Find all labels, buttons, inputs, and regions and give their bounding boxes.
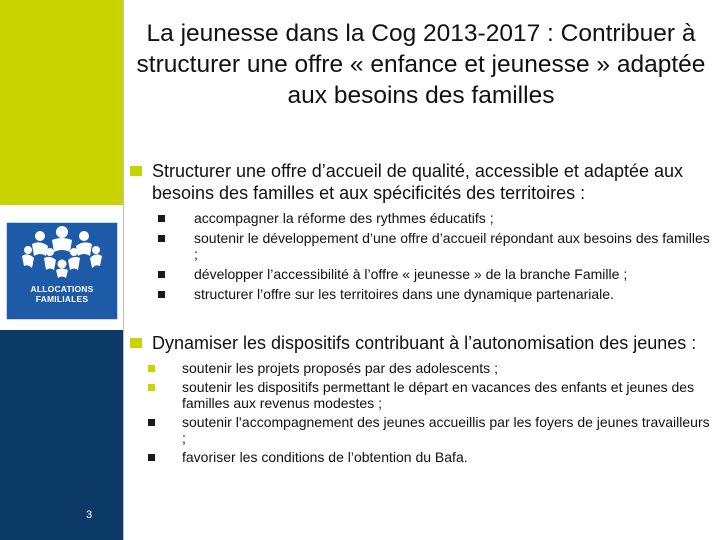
sidebar (0, 0, 123, 540)
square-bullet-icon (148, 365, 155, 372)
logo-line-1: ALLOCATIONS (30, 284, 94, 294)
square-bullet-icon (148, 419, 155, 426)
list-item: accompagner la réforme des rythmes éducatifs ; (128, 210, 712, 226)
square-bullet-icon (158, 291, 165, 298)
section-1-heading (128, 160, 712, 204)
list-item: soutenir les dispositifs permettant le départ en vacances des enfants et jeunes des familles aux revenus modestes ; (128, 379, 712, 411)
caf-logo-icon (6, 222, 118, 320)
square-bullet-icon (130, 166, 142, 176)
square-bullet-icon (148, 454, 155, 461)
section-2-heading-text: Dynamiser les dispositifs contribuant à l’autonomisation des jeunes : (152, 333, 697, 353)
list-item: soutenir le développement d’une offre d’accueil répondant aux besoins des familles ; (128, 230, 712, 262)
list-item: structurer l’offre sur les territoires dans une dynamique partenariale. (128, 286, 712, 302)
square-bullet-icon (158, 215, 165, 222)
sidebar-divider (123, 0, 124, 540)
logo-line-2: FAMILIALES (35, 294, 89, 304)
list-item: soutenir l’accompagnement des jeunes accueillis par les foyers de jeunes travailleurs ; (128, 414, 712, 446)
list-item: développer l’accessibilité à l’offre « jeunesse » de la branche Famille ; (128, 266, 712, 282)
section-1-heading-text: Structurer une offre d’accueil de qualité, accessible et adaptée aux besoins des familles et aux spécificités des territoires : (152, 161, 683, 203)
section-2-heading (128, 332, 712, 354)
sidebar-navy-band (0, 330, 123, 540)
square-bullet-icon (158, 235, 165, 242)
section-1-list (128, 210, 712, 302)
sidebar-green-band (0, 0, 123, 205)
square-bullet-icon (158, 271, 165, 278)
caf-logo-wordmark (6, 284, 118, 304)
caf-logo (6, 222, 118, 320)
section-2-list (128, 360, 712, 465)
square-bullet-icon (148, 384, 155, 391)
list-item: favoriser les conditions de l’obtention du Bafa. (128, 449, 712, 465)
page-number: 3 (86, 509, 93, 521)
square-bullet-icon (130, 338, 142, 348)
list-item: soutenir les projets proposés par des adolescents ; (128, 360, 712, 376)
slide-content (128, 160, 712, 465)
slide-title: La jeunesse dans la Cog 2013-2017 : Contribuer à structurer une offre « enfance et jeunesse » adaptée aux besoins des familles (136, 20, 706, 109)
